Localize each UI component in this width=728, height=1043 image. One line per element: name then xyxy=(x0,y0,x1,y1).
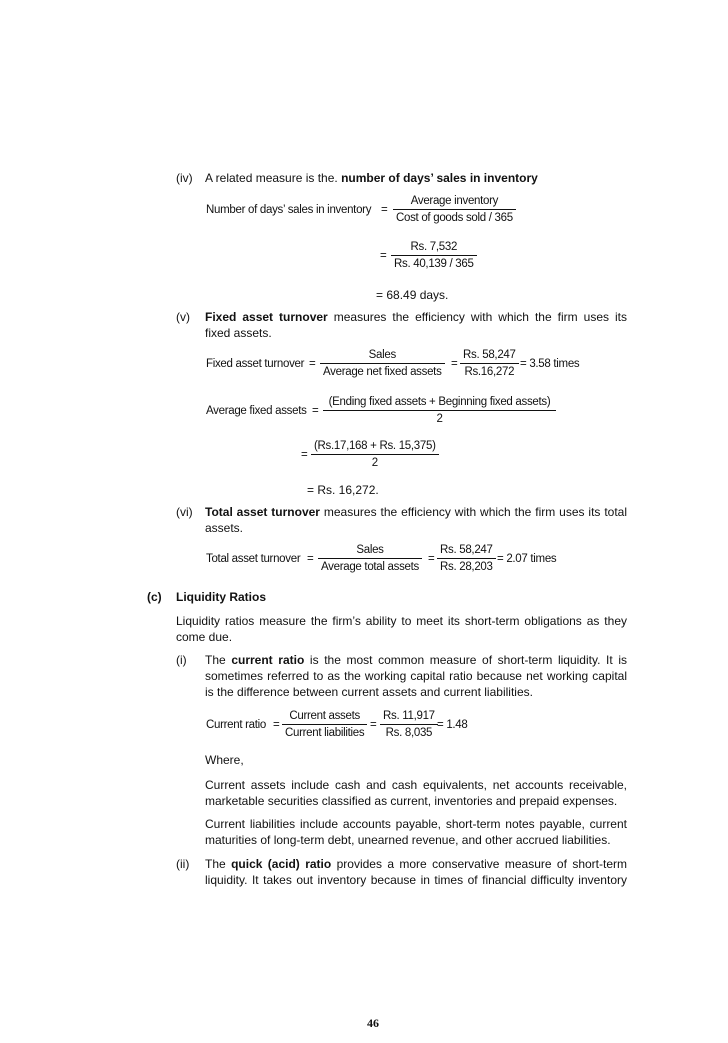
paragraph-bold-term: current ratio xyxy=(231,653,305,667)
item-number-iv: (iv) xyxy=(176,171,193,185)
fraction-numerator: Rs. 7,532 xyxy=(391,240,477,256)
equals-sign: = xyxy=(370,719,377,731)
formula-current-ratio-label: Current ratio xyxy=(206,719,267,731)
equals-sign: = xyxy=(301,449,308,461)
formula-fixed-asset-turnover-values-fraction xyxy=(460,348,519,379)
equals-sign: = xyxy=(381,204,388,216)
current-liabilities-definition-line2: maturities of long-term debt, unearned revenue, and other accrued liabilities. xyxy=(205,833,611,847)
current-liabilities-definition-line1: Current liabilities include accounts payable, short-term notes payable, current xyxy=(205,817,627,831)
item-number-vi: (vi) xyxy=(176,505,193,519)
formula-total-asset-turnover-label: Total asset turnover xyxy=(206,553,301,565)
formula-average-fixed-assets-fraction xyxy=(323,395,556,426)
item-number-i: (i) xyxy=(176,653,187,667)
paragraph-v-line2: fixed assets. xyxy=(205,326,272,340)
equals-sign: = xyxy=(451,358,458,370)
fraction-denominator: 2 xyxy=(371,457,378,469)
formula-average-fixed-assets-values-fraction xyxy=(311,439,439,470)
formula-fixed-asset-turnover-fraction xyxy=(320,348,445,379)
liquidity-paragraph-line1: Liquidity ratios measure the firm’s ability to meet its short-term obligations as they xyxy=(176,614,627,628)
average-fixed-assets-result: = Rs. 16,272. xyxy=(307,483,379,497)
paragraph-iv-bold-term: number of days’ sales in inventory xyxy=(341,171,538,185)
current-assets-definition-line2: marketable securities classified as current, inventories and prepaid expenses. xyxy=(205,794,618,808)
formula-current-ratio-values-fraction xyxy=(380,709,438,740)
paragraph-v-text: measures the efficiency with which the firm uses its xyxy=(333,310,627,324)
paragraph-current-ratio-line1 xyxy=(205,652,627,668)
paragraph-iv xyxy=(205,170,538,186)
fraction-denominator: Rs.16,272 xyxy=(464,366,515,378)
fraction-denominator: Average net fixed assets xyxy=(323,366,442,378)
fraction-denominator: Current liabilities xyxy=(285,727,365,739)
paragraph-quick-ratio-line2: liquidity. It takes out inventory because in times of financial difficulty inventory xyxy=(205,873,627,887)
equals-sign: = xyxy=(428,553,435,565)
formula-total-asset-turnover-values-fraction xyxy=(437,543,496,574)
paragraph-current-ratio-line3: is the difference between current assets and current liabilities. xyxy=(205,685,533,699)
section-number-c-text: (c) xyxy=(147,590,162,604)
days-sales-result: = 68.49 days. xyxy=(376,288,449,302)
paragraph-v-line1 xyxy=(205,309,627,325)
paragraph-vi-text: measures the efficiency with which the firm uses its total xyxy=(323,505,627,519)
fraction-numerator: Sales xyxy=(320,348,445,364)
fraction-denominator: Rs. 8,035 xyxy=(385,727,433,739)
result-value: 1.48 xyxy=(446,719,468,731)
paragraph-vi-line2: assets. xyxy=(205,521,244,535)
section-number-c xyxy=(147,589,162,605)
equals-sign: = xyxy=(380,250,387,262)
fraction-numerator: Rs. 58,247 xyxy=(437,543,496,559)
result-value: 3.58 times xyxy=(529,358,580,370)
page-number: 46 xyxy=(367,1016,379,1030)
paragraph-current-ratio-line2: sometimes referred to as the working capital ratio because net working capital xyxy=(205,669,627,683)
formula-total-asset-turnover-fraction xyxy=(318,543,422,574)
fraction-numerator: Average inventory xyxy=(393,194,516,210)
formula-days-sales-label: Number of days’ sales in inventory xyxy=(206,204,372,216)
paragraph-v-bold-term: Fixed asset turnover xyxy=(205,310,328,324)
fraction-denominator: Rs. 28,203 xyxy=(440,561,493,573)
formula-fixed-asset-turnover-result: = 3.58 times xyxy=(520,358,580,370)
formula-current-ratio-fraction xyxy=(282,709,367,740)
item-number-ii: (ii) xyxy=(176,857,190,871)
fraction-numerator: Rs. 11,917 xyxy=(380,709,438,725)
fraction-numerator: (Rs.17,168 + Rs. 15,375) xyxy=(311,439,439,455)
formula-days-sales-fraction xyxy=(393,194,516,225)
formula-current-ratio-result: = 1.48 xyxy=(437,719,468,731)
paragraph-text: provides a more conservative measure of short-term xyxy=(336,857,627,871)
paragraph-vi-bold-term: Total asset turnover xyxy=(205,505,320,519)
fraction-numerator: Sales xyxy=(318,543,422,559)
fraction-denominator: Average total assets xyxy=(321,561,419,573)
paragraph-bold-term: quick (acid) ratio xyxy=(231,857,332,871)
fraction-numerator: Rs. 58,247 xyxy=(460,348,519,364)
fraction-denominator: Rs. 40,139 / 365 xyxy=(394,258,474,270)
fraction-denominator: 2 xyxy=(436,413,443,425)
fraction-numerator: (Ending fixed assets + Beginning fixed assets) xyxy=(323,395,556,411)
formula-days-sales-values-fraction xyxy=(391,240,477,271)
equals-sign: = xyxy=(309,358,316,370)
current-assets-definition-line1: Current assets include cash and cash equivalents, net accounts receivable, xyxy=(205,778,627,792)
equals-sign: = xyxy=(312,405,319,417)
result-value: 2.07 times xyxy=(506,553,557,565)
formula-total-asset-turnover-result: = 2.07 times xyxy=(497,553,557,565)
paragraph-text: The xyxy=(205,653,226,667)
section-heading-text: Liquidity Ratios xyxy=(176,590,266,604)
equals-sign: = xyxy=(307,553,314,565)
section-heading-liquidity-ratios xyxy=(176,589,266,605)
paragraph-text: The xyxy=(205,857,226,871)
formula-fixed-asset-turnover-label: Fixed asset turnover xyxy=(206,358,305,370)
paragraph-text: is the most common measure of short-term liquidity. It is xyxy=(309,653,627,667)
formula-average-fixed-assets-label: Average fixed assets xyxy=(206,405,307,417)
paragraph-quick-ratio-line1 xyxy=(205,856,627,872)
equals-sign: = xyxy=(273,719,280,731)
paragraph-iv-intro: A related measure is the. xyxy=(205,171,338,185)
where-label: Where, xyxy=(205,753,244,767)
liquidity-paragraph-line2: come due. xyxy=(176,630,233,644)
paragraph-vi-line1 xyxy=(205,504,627,520)
fraction-denominator: Cost of goods sold / 365 xyxy=(396,212,513,224)
item-number-v: (v) xyxy=(176,310,190,324)
fraction-numerator: Current assets xyxy=(282,709,367,725)
